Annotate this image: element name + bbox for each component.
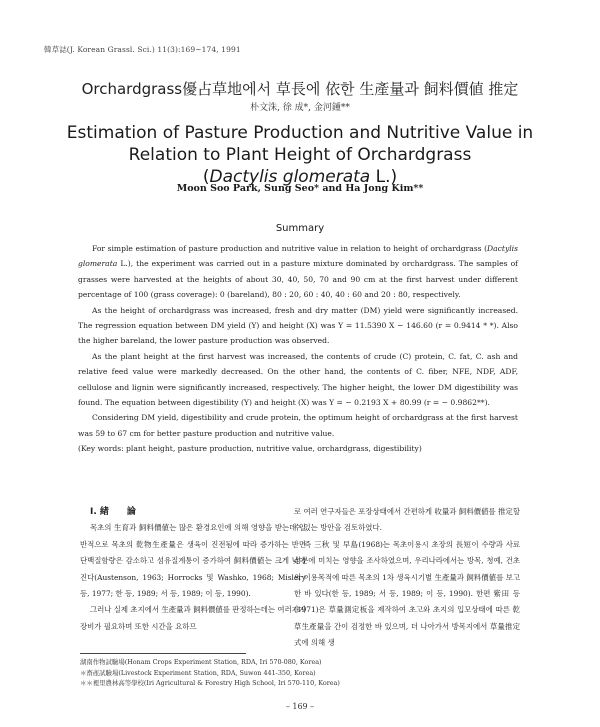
summary-heading: Summary (275, 223, 325, 234)
affiliation-footnotes (80, 657, 520, 689)
title-paren-open: ( (202, 167, 210, 187)
intro-paragraph-4: 즉 三秋 및 早島(1968)는 목초이용시 초장의 長短이 수량과 사료성분에 미치는 영향을 조사하였으며, 우리나라에서는 방목, 청예, 건초의 이용목적에 따른 목초의 1차 생육시기별 生產量과 飼料價値를 보고한 바 있다(한 등, 1989; 서 등, 1989; 이 등, 1990). 한편 紫田 등(1971)은 草量測定板을 제작하여 초고와 초지의 입모상태에 따른 乾草生產量을 간이 검정한 바 있으며, 더 나아가서 방목지에서 草量推定式에 의해 생 (294, 539, 520, 648)
summary-paragraph-4: Considering DM yield, digestibility and crude protein, the optimum height of orchardgrass at the first harvest was 59 to 67 cm for better pasture production and nutritive value. (78, 413, 518, 438)
summary-p1-b: L.), the experiment was carried out in a pasture mixture dominated by orchardgrass. The samples of grasses were harvested at the heights of about 30, 40, 50, 70 and 90 cm at the first harvest under different percentage of 100 (grass coverage): 0 (bareland), 80 : 20, 60 : 40, 40 : 60 and 20 : 80, respectively. (78, 259, 518, 300)
footnote-1: 湖南作物試驗場(Honam Crops Experiment Station, RDA, Iri 570-080, Korea) (80, 658, 322, 666)
body-column-left (80, 504, 306, 635)
intro-paragraph-2: 그러나 실제 초지에서 生產量과 飼料價値를 판정하는데는 여러가지 장비가 필요하며 또한 시간을 요하므 (80, 605, 306, 631)
intro-paragraph-1: 목초의 生育과 飼料價値는 많은 환경요인에 의해 영향을 받는데 일반적으로 목초의 乾物生產量은 생육이 진전됨에 따라 증가하는 반면 단백질함량은 감소하고 섬유질계통이 증가하여 飼料價値는 크게 낮아진다(Austenson, 1963; Horrocks 및 Washko, 1968; Mislery 등, 1977; 한 등, 1989; 서 등, 1989; 이 등, 1990). (80, 523, 306, 599)
english-authors: Moon Soo Park, Sung Seo* and Ha Jong Kim** (176, 183, 424, 194)
footnote-divider (80, 653, 246, 654)
korean-title: Orchardgrass優占草地에서 草長에 依한 生產量과 飼料價値 推定 (81, 80, 519, 98)
korean-authors: 朴文洙, 徐 成*, 金河鍾** (250, 103, 350, 113)
summary-body (78, 241, 518, 457)
title-species-name: Dactylis glomerata (209, 167, 371, 187)
section-heading-introduction: Ⅰ. 緖 論 (90, 507, 136, 517)
english-title-line-1: Estimation of Pasture Production and Nutritive Value in (66, 123, 534, 143)
footnote-2: ＊畜產試驗場(Livestock Experiment Station, RDA, Suwon 441-350, Korea) (80, 668, 316, 677)
title-paren-close: L.) (370, 167, 398, 187)
summary-paragraph-1 (78, 241, 518, 303)
page-number: – 169 – (285, 702, 315, 711)
journal-header: 韓草誌(J. Korean Grassl. Sci.) 11(3):169~174, 1991 (44, 45, 241, 54)
body-column-right (294, 504, 520, 652)
english-title-line-2: Relation to Plant Height of Orchardgrass (128, 145, 472, 165)
summary-p1-species: Dactylis glomerata (78, 244, 518, 269)
footnote-3: ＊＊裡里農林高等學校(Iri Agricultural & Forestry High School, Iri 570-110, Korea) (80, 679, 340, 687)
intro-paragraph-3: 로 여러 연구자들은 포장상태에서 간편하게 收量과 飼料價値를 推定할 수 있는 방안을 검토하였다. (294, 507, 520, 533)
summary-paragraph-3: As the plant height at the first harvest was increased, the contents of crude (C) protein, C. fat, C. ash and relative feed value were markedly decreased. On the other hand, the contents of C. fiber, NFE, NDF, ADF, cellulose and lignin were significantly increased, respectively. The higher height, the lower DM digestibility was found. The equation between digestibility (Y) and height (X) was Y = − 0.2193 X + 80.99 (r = − 0.9862**). (78, 351, 518, 408)
summary-paragraph-2: As the height of orchardgrass was increased, fresh and dry matter (DM) yield were significantly increased. The regression equation between DM yield (Y) and height (X) was Y = 11.5390 X − 146.60 (r = 0.9414 * *). Also the higher bareland, the lower pasture production was observed. (78, 305, 518, 346)
english-title (0, 122, 600, 188)
summary-keywords: (Key words: plant height, pasture production, nutritive value, orchardgrass, digestibility) (78, 444, 422, 454)
summary-p1-a: For simple estimation of pasture production and nutritive value in relation to height of orchardgrass ( (92, 244, 488, 253)
